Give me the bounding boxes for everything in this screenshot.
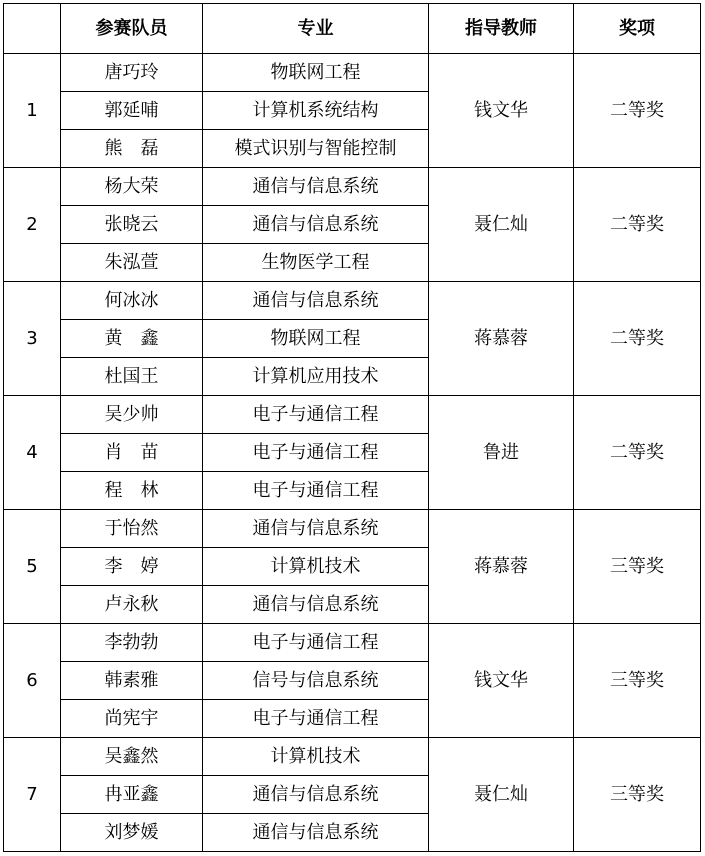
team-advisor: 聂仁灿 [429,168,574,282]
member-major: 通信与信息系统 [203,814,429,852]
member-name: 刘梦媛 [61,814,203,852]
member-name: 卢永秋 [61,586,203,624]
header-member: 参赛队员 [61,4,203,54]
member-major: 通信与信息系统 [203,168,429,206]
table-row [4,282,701,320]
header-no [4,4,61,54]
member-major: 信号与信息系统 [203,662,429,700]
team-number: 6 [4,624,61,738]
member-name: 朱泓萱 [61,244,203,282]
member-name: 张晓云 [61,206,203,244]
team-award: 三等奖 [574,738,701,852]
member-major: 物联网工程 [203,54,429,92]
member-name: 杨大荣 [61,168,203,206]
member-name: 杜国王 [61,358,203,396]
member-name: 于怡然 [61,510,203,548]
member-major: 通信与信息系统 [203,776,429,814]
table-row [4,396,701,434]
member-major: 通信与信息系统 [203,510,429,548]
team-award: 二等奖 [574,396,701,510]
member-name: 李勃勃 [61,624,203,662]
member-major: 电子与通信工程 [203,396,429,434]
team-award: 三等奖 [574,624,701,738]
team-number: 4 [4,396,61,510]
table-row [4,54,701,92]
member-major: 通信与信息系统 [203,206,429,244]
team-award: 二等奖 [574,54,701,168]
header-major: 专业 [203,4,429,54]
table-row [4,738,701,776]
team-advisor: 聂仁灿 [429,738,574,852]
member-name: 黄 鑫 [61,320,203,358]
member-major: 通信与信息系统 [203,282,429,320]
member-major: 物联网工程 [203,320,429,358]
team-advisor: 蒋慕蓉 [429,282,574,396]
team-number: 3 [4,282,61,396]
award-table [3,3,701,852]
member-name: 韩素雅 [61,662,203,700]
member-major: 电子与通信工程 [203,472,429,510]
team-advisor: 钱文华 [429,624,574,738]
team-award: 二等奖 [574,282,701,396]
team-number: 1 [4,54,61,168]
member-major: 电子与通信工程 [203,700,429,738]
member-name: 肖 苗 [61,434,203,472]
member-name: 郭延哺 [61,92,203,130]
team-number: 5 [4,510,61,624]
member-major: 计算机应用技术 [203,358,429,396]
team-advisor: 鲁进 [429,396,574,510]
header-advisor: 指导教师 [429,4,574,54]
team-number: 2 [4,168,61,282]
member-name: 唐巧玲 [61,54,203,92]
member-name: 何冰冰 [61,282,203,320]
member-major: 模式识别与智能控制 [203,130,429,168]
header-row [4,4,701,54]
member-major: 电子与通信工程 [203,434,429,472]
member-name: 尚宪宇 [61,700,203,738]
table-row [4,168,701,206]
table-body [4,54,701,852]
member-major: 计算机技术 [203,738,429,776]
team-advisor: 蒋慕蓉 [429,510,574,624]
member-name: 李 婷 [61,548,203,586]
team-advisor: 钱文华 [429,54,574,168]
member-name: 程 林 [61,472,203,510]
member-major: 电子与通信工程 [203,624,429,662]
header-award: 奖项 [574,4,701,54]
table-row [4,510,701,548]
table-header [4,4,701,54]
member-name: 吴少帅 [61,396,203,434]
member-major: 计算机技术 [203,548,429,586]
member-name: 冉亚鑫 [61,776,203,814]
table-row [4,624,701,662]
team-number: 7 [4,738,61,852]
member-name: 吴鑫然 [61,738,203,776]
member-major: 计算机系统结构 [203,92,429,130]
member-major: 生物医学工程 [203,244,429,282]
team-award: 二等奖 [574,168,701,282]
member-name: 熊 磊 [61,130,203,168]
member-major: 通信与信息系统 [203,586,429,624]
team-award: 三等奖 [574,510,701,624]
